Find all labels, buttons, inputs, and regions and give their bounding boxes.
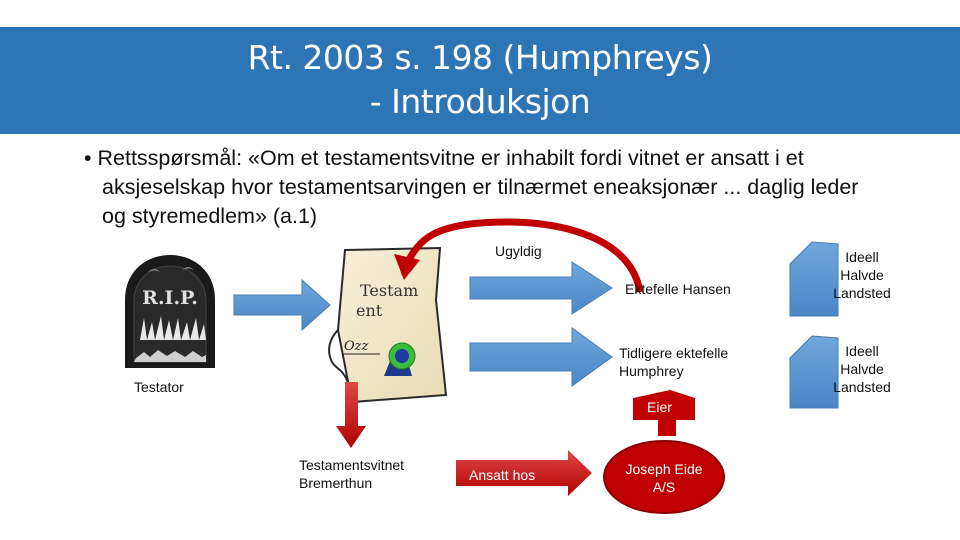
title-line-2: - Introduksjon xyxy=(369,82,591,121)
document-signature: Ozz xyxy=(344,339,369,354)
invalid-label: Ugyldig xyxy=(495,243,542,259)
tombstone-text: R.I.P. xyxy=(142,287,198,309)
arrow-to-spouse-hansen xyxy=(470,262,612,314)
spouse-hansen-label: Ektefelle Hansen xyxy=(625,281,731,297)
former-spouse-humphrey-label: Tidligere ektefelle Humphrey xyxy=(619,345,729,379)
tombstone-icon xyxy=(125,255,215,368)
employed-label: Ansatt hos xyxy=(469,467,536,483)
share-label-1: Ideell Halvde Landsted xyxy=(833,249,891,301)
share-label-2: Ideell Halvde Landsted xyxy=(833,343,891,395)
company-label: Joseph Eide A/S xyxy=(625,461,703,495)
testator-label: Testator xyxy=(134,379,184,395)
title-line-1: Rt. 2003 s. 198 (Humphreys) xyxy=(247,38,713,77)
witness-label: Testamentsvitnet Bremerthun xyxy=(299,457,405,491)
arrow-testator-to-testament xyxy=(234,280,330,330)
owner-label: Eier xyxy=(647,399,672,415)
document-title: Testam ent xyxy=(356,281,419,320)
question-bullet: • Rettsspørsmål: «Om et testamentsvitne er inhabilt fordi vitnet er ansatt i et aksjeselskap hvor testamentsarvingen er tilnærmet eneaksjonær ... daglig leder og styremedlem» (a.1) xyxy=(84,146,859,228)
testament-document-icon xyxy=(329,248,446,402)
arrow-to-former-spouse-humphrey xyxy=(470,328,612,386)
